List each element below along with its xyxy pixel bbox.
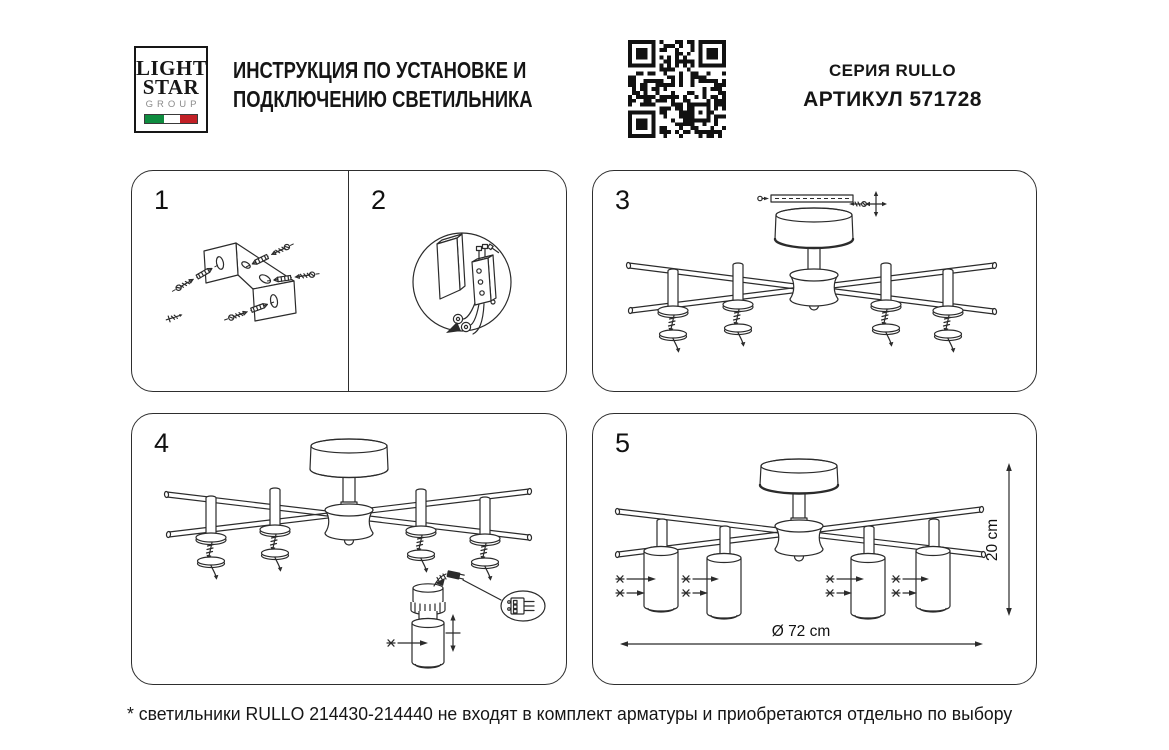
mounting-bracket (204, 243, 296, 321)
series-label: СЕРИЯ RULLO (828, 61, 957, 80)
flag-red-stripe (180, 115, 197, 123)
step-number-5: 5 (615, 428, 631, 458)
panel-3-drawing (593, 171, 1035, 390)
asterisk-mark (387, 640, 395, 646)
connector-detail-circle (501, 591, 545, 621)
diameter-label: Ø 72 cm (771, 623, 831, 640)
ceiling-canopy (775, 208, 853, 248)
title-line-1: ИНСТРУКЦИЯ ПО УСТАНОВКЕ И (233, 57, 527, 83)
article-number: АРТИКУЛ 571728 (803, 88, 982, 111)
ceiling-canopy (310, 439, 388, 478)
panel-5-drawing (593, 414, 1035, 683)
footnote: * светильники RULLO 214430-214440 не входят в комплект арматуры и приобретаются отдельно по выбору (127, 704, 1013, 724)
flag-white-stripe (164, 115, 180, 123)
panel-step-1 (132, 171, 349, 391)
panel-step-5 (592, 413, 1037, 685)
panel-4-drawing (132, 414, 565, 683)
step-number-2: 2 (371, 185, 387, 215)
step-number-4: 4 (154, 428, 170, 458)
panel-step-2 (348, 171, 566, 391)
flag-green-stripe (145, 115, 164, 123)
qr-code (628, 40, 726, 138)
title-line-2: ПОДКЛЮЧЕНИЮ СВЕТИЛЬНИКА (233, 86, 533, 112)
stem-and-hub (790, 239, 838, 310)
lamp-socket-assembly (411, 570, 501, 668)
page-title (233, 56, 607, 114)
panel-step-3 (592, 170, 1037, 392)
move-arrows-icon (865, 191, 887, 217)
terminal-block (472, 244, 500, 305)
ceiling-canopy (760, 459, 838, 494)
stem-and-hub (325, 469, 373, 545)
italy-flag-icon (144, 114, 198, 124)
connector-plug (446, 570, 464, 580)
height-label: 20 cm (984, 518, 1001, 562)
step-number-3: 3 (615, 185, 631, 215)
width-dimension (620, 623, 983, 647)
junction-box (437, 234, 465, 299)
height-dimension (984, 463, 1012, 616)
panel-step-4 (131, 413, 567, 685)
logo-word-group: GROUP (145, 99, 201, 110)
screw-icon (165, 312, 183, 323)
stem-and-hub (775, 485, 823, 561)
logo-word-light: LIGHT (136, 56, 208, 80)
step-number-1: 1 (154, 185, 170, 215)
panel-steps-1-2 (131, 170, 567, 392)
wires (446, 303, 484, 334)
lightstar-logo (134, 46, 208, 133)
logo-word-star: STAR (142, 75, 200, 99)
insert-arrow-icon (446, 614, 460, 652)
